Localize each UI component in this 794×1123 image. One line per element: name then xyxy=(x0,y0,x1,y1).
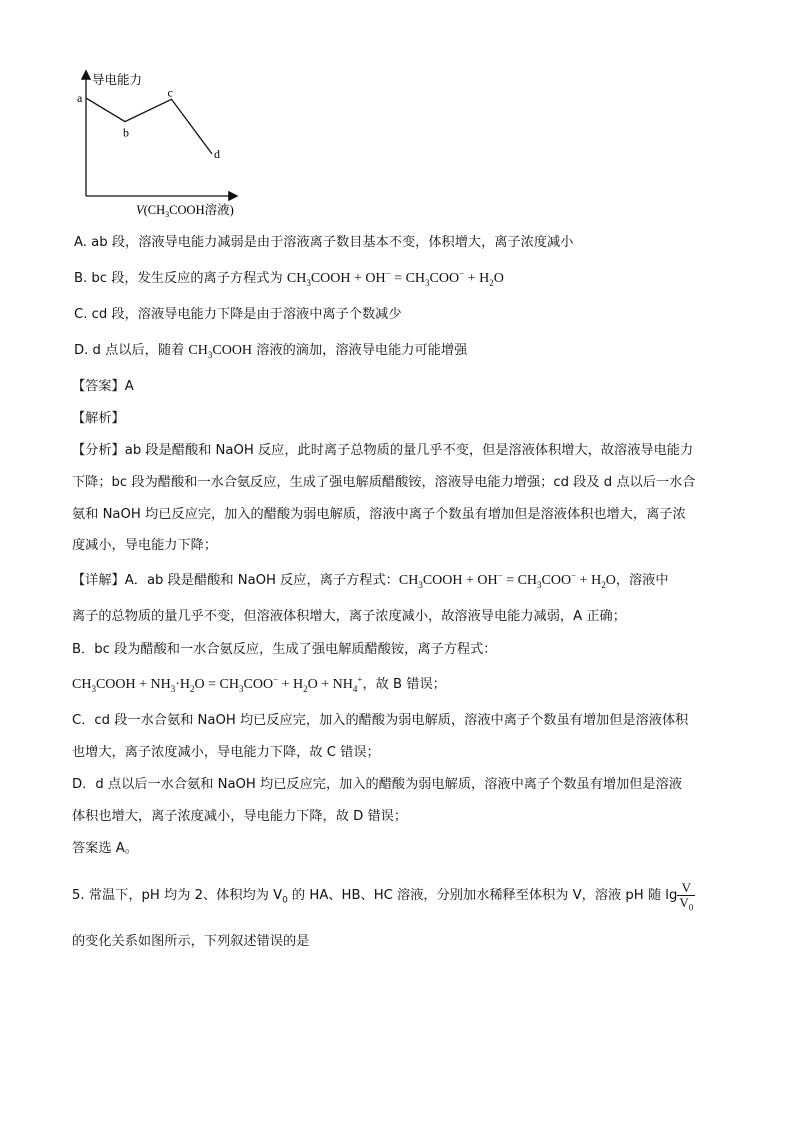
option-c: C. cd 段，溶液导电能力下降是由于溶液中离子个数减少 xyxy=(74,307,402,322)
point-label-a: a xyxy=(77,91,83,106)
analysis-heading: 【解析】 xyxy=(72,411,125,426)
detail-line-4: $CH_3COOH + NH_3\cdot H_2O = CH_3COO^- + H_2O + NH_4^+$，故 B 错误； xyxy=(72,674,446,694)
conductivity-chart xyxy=(70,62,330,222)
option-b xyxy=(74,270,504,288)
option-b-equation: $CH_3COOH + OH^- = CH_3COO^- + H_2O$ xyxy=(286,268,504,288)
detail-equation-1: $CH_3COOH + OH^- = CH_3COO^- + H_2O$ xyxy=(398,570,616,590)
detail-equation-2: $CH_3COOH + NH_3\cdot H_2O = CH_3COO^- + H_2O + NH_4^+$ xyxy=(72,674,363,694)
detail-line-3: B．bc 段为醋酸和一水合氨反应，生成了强电解质醋酸铵，离子方程式： xyxy=(72,642,497,657)
detail-line-2: 离子的总物质的量几乎不变，但溶液体积增大，离子浓度减小，故溶液导电能力减弱，A 正确； xyxy=(72,609,626,624)
question-5-line-2: 的变化关系如图所示，下列叙述错误的是 xyxy=(72,934,310,949)
x-axis-label: $V(CH_3COOH$溶液) xyxy=(136,203,234,219)
conductivity-line xyxy=(86,98,212,154)
point-label-b: b xyxy=(123,125,129,140)
analysis-line-3: 氨和 NaOH 均已反应完，加入的醋酸为弱电解质，溶液中离子个数虽有增加但是溶液体积也增大，离子浓 xyxy=(72,507,686,522)
detail-line-1: 【详解】A．ab 段是醋酸和 NaOH 反应，离子方程式：$CH_3COOH + OH^- = CH_3COO^- + H_2O$，溶液中 xyxy=(72,570,669,590)
detail-line-8: 体积也增大，离子浓度减小，导电能力下降，故 D 错误； xyxy=(72,809,408,824)
option-d: D. d 点以后，随着 $CH_3COOH$ 溶液的滴加，溶液导电能力可能增强 xyxy=(74,343,468,360)
analysis-line-4: 度减小，导电能力下降； xyxy=(72,538,218,553)
detail-line-9: 答案选 A。 xyxy=(72,841,138,856)
detail-line-6: 也增大，离子浓度减小，导电能力下降，故 C 错误； xyxy=(72,745,380,760)
detail-line-7: D．d 点以后一水合氨和 NaOH 均已反应完，加入的醋酸为弱电解质，溶液中离子个数虽有增加但是溶液 xyxy=(72,777,683,792)
question-5-line-1: 5. 常温下，pH 均为 2、体积均为 $V_0$ 的 HA、HB、HC 溶液，分别加水稀释至体积为 V，溶液 pH 随 lg $\frac{V}{V_0}$ xyxy=(72,879,694,913)
detail-line-5: C．cd 段一水合氨和 NaOH 均已反应完，加入的醋酸为弱电解质，溶液中离子个数虽有增加但是溶液体积 xyxy=(72,713,689,728)
answer: 【答案】A xyxy=(72,379,134,394)
analysis-line-2: 下降；bc 段为醋酸和一水合氨反应，生成了强电解质醋酸铵，溶液导电能力增强；cd 段及 d 点以后一水合 xyxy=(72,475,696,490)
option-b-prefix: B. bc 段，发生反应的离子方程式为 xyxy=(74,271,287,286)
analysis-line-1: 【分析】ab 段是醋酸和 NaOH 反应，此时离子总物质的量几乎不变，但是溶液体积增大，故溶液导电能力 xyxy=(72,443,694,458)
point-label-c: c xyxy=(167,85,173,100)
point-label-d: d xyxy=(214,146,220,161)
lg-fraction: $\frac{V}{V_0}$ xyxy=(679,879,694,913)
option-a: A. ab 段，溶液导电能力减弱是由于溶液离子数目基本不变，体积增大，离子浓度减小 xyxy=(74,235,574,250)
y-axis-label: 导电能力 xyxy=(92,73,143,87)
